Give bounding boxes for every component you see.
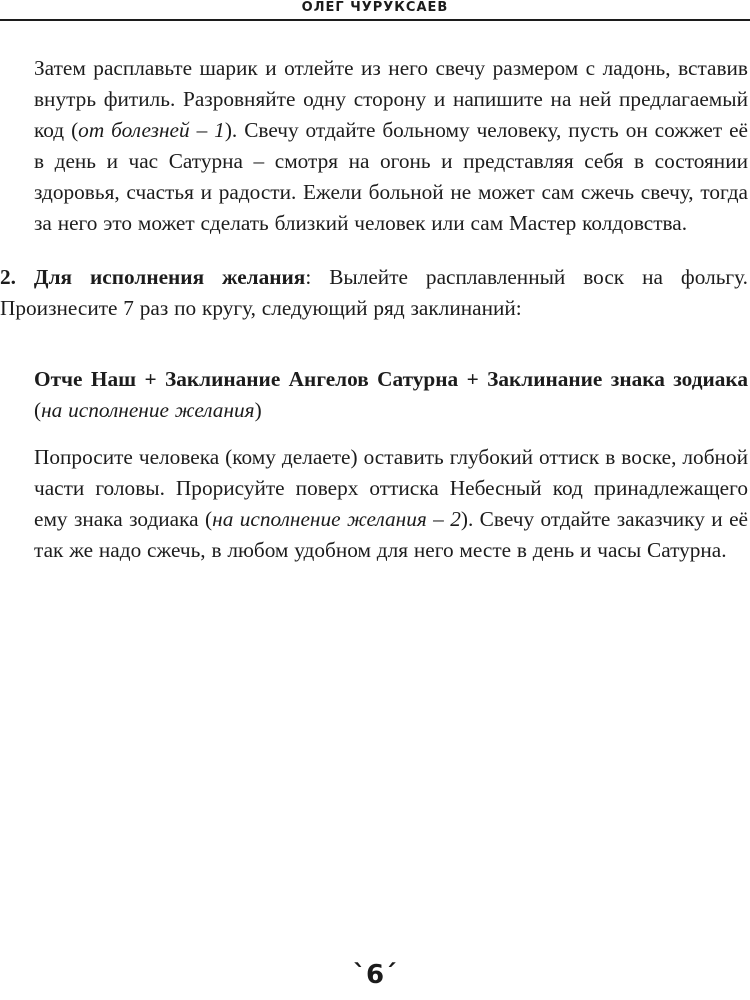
paragraph-text: : Вылейте расплавленный воск на фольгу. Произнесите 7 раз по кругу, следующий ряд заклинаний: bbox=[0, 265, 748, 320]
incantation-formula: Отче Наш + Заклинание Ангелов Сатурна + Заклинание знака зодиака bbox=[34, 367, 748, 391]
page-number: `6´ bbox=[352, 960, 398, 990]
paragraph-text: ). Свечу отдайте заказчику и её так же надо сжечь, в любом удобном для него месте в день и часы Сатурна. bbox=[34, 507, 748, 562]
paragraph-text: ) bbox=[254, 398, 262, 422]
paragraph-text: ( bbox=[34, 398, 42, 422]
paragraph-text: Затем расплавьте шарик и отлейте из него свечу размером с ладонь, вставив внутрь фитиль. Разровняйте одну сторону и напишите на ней предлагаемый код ( bbox=[34, 56, 748, 142]
paragraph-text: ). Свечу отдайте больному человеку, пусть он сожжет её в день и час Сатурна – смотря на огонь и представляя себя в состоянии здоровья, счастья и радости. Ежели больной не может сам сжечь свечу, тогда за него это может сделать близкий человек или сам Мастер колдовства. bbox=[34, 118, 749, 235]
list-item-heading: 2. Для исполнения желания bbox=[0, 265, 306, 289]
paragraph-wax-imprint bbox=[34, 442, 748, 566]
header-rule bbox=[0, 19, 750, 21]
paragraph-text: Попросите человека (кому делаете) оставить глубокий оттиск в воске, лобной части головы. Прорисуйте поверх оттиска Небесный код принадлежащего ему знака зодиака ( bbox=[34, 445, 748, 531]
paragraph-incantation-sequence bbox=[34, 364, 748, 426]
running-header bbox=[0, 0, 750, 22]
code-reference: на исполнение желания bbox=[41, 398, 255, 422]
paragraph-wish-fulfillment bbox=[0, 262, 748, 324]
code-reference: от болезней – 1 bbox=[78, 118, 225, 142]
code-reference: на исполнение желания – 2 bbox=[212, 507, 461, 531]
running-title: ОЛЕГ ЧУРУКСАЕВ bbox=[301, 0, 449, 15]
paragraph-candle-for-illness bbox=[34, 53, 748, 239]
